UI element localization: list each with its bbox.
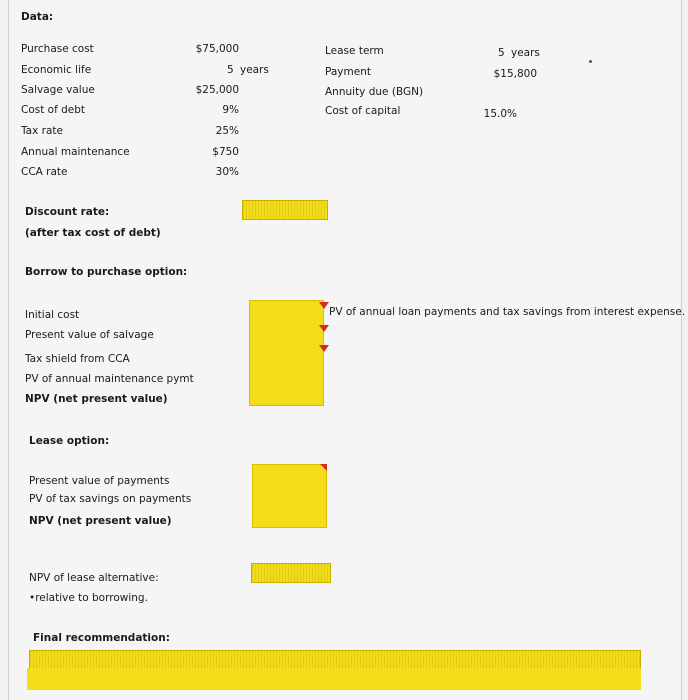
salvage-value-value[interactable]: $25,000 <box>195 84 239 96</box>
annual-maintenance-value[interactable]: $750 <box>212 146 239 158</box>
lease-heading: Lease option: <box>29 435 110 447</box>
final-recommendation-label: Final recommendation: <box>33 632 170 644</box>
final-recommendation-cell[interactable] <box>29 650 641 670</box>
cost-of-debt-value[interactable]: 9% <box>222 104 239 116</box>
cca-rate-value[interactable]: 30% <box>215 166 239 178</box>
data-title: Data: <box>21 11 54 23</box>
comment-indicator[interactable] <box>319 302 329 309</box>
payment-label: Payment <box>325 66 371 78</box>
economic-life-label: Economic life <box>21 64 92 76</box>
economic-life-unit: years <box>240 64 269 76</box>
tax-rate-label: Tax rate <box>21 125 63 137</box>
borrow-heading: Borrow to purchase option: <box>25 266 188 278</box>
cost-of-capital-value[interactable]: 15.0% <box>483 108 517 120</box>
discount-rate-cell[interactable] <box>242 200 328 220</box>
discount-rate-sublabel: (after tax cost of debt) <box>25 227 161 239</box>
borrow-input-block[interactable] <box>249 300 324 406</box>
borrow-cca-tax-shield: Tax shield from CCA <box>25 353 130 365</box>
npv-lease-label: NPV of lease alternative: <box>29 572 159 584</box>
lease-pv-payments: Present value of payments <box>29 475 170 487</box>
npv-lease-cell[interactable] <box>251 563 331 583</box>
comment-indicator[interactable] <box>319 345 329 352</box>
economic-life-value[interactable]: 5 <box>227 64 234 76</box>
borrow-pv-maintenance: PV of annual maintenance pymt <box>25 373 194 385</box>
npv-lease-sublabel: •relative to borrowing. <box>29 592 148 604</box>
final-recommendation-answer[interactable] <box>27 668 641 690</box>
purchase-cost-value[interactable]: $75,000 <box>195 43 239 55</box>
purchase-cost-label: Purchase cost <box>21 43 94 55</box>
lease-pv-tax-savings: PV of tax savings on payments <box>29 493 192 505</box>
discount-rate-label: Discount rate: <box>25 206 110 218</box>
spreadsheet <box>8 0 686 700</box>
borrow-pv-salvage: Present value of salvage <box>25 329 154 341</box>
borrow-npv: NPV (net present value) <box>25 393 168 405</box>
stray-mark <box>589 60 592 63</box>
annuity-due-label: Annuity due (BGN) <box>325 86 424 98</box>
lease-input-block[interactable] <box>252 464 327 528</box>
annual-maintenance-label: Annual maintenance <box>21 146 130 158</box>
cost-of-capital-label: Cost of capital <box>325 105 401 117</box>
payment-value[interactable]: $15,800 <box>493 68 537 80</box>
tax-rate-value[interactable]: 25% <box>215 125 239 137</box>
lease-term-unit: years <box>511 47 540 59</box>
borrow-note: PV of annual loan payments and tax savings from interest expense. <box>329 306 686 318</box>
borrow-initial-cost: Initial cost <box>25 309 80 321</box>
cca-rate-label: CCA rate <box>21 166 68 178</box>
comment-indicator[interactable] <box>320 464 327 471</box>
lease-term-value[interactable]: 5 <box>498 47 505 59</box>
lease-npv: NPV (net present value) <box>29 515 172 527</box>
comment-indicator[interactable] <box>319 325 329 332</box>
lease-term-label: Lease term <box>325 45 384 57</box>
salvage-value-label: Salvage value <box>21 84 95 96</box>
cost-of-debt-label: Cost of debt <box>21 104 86 116</box>
